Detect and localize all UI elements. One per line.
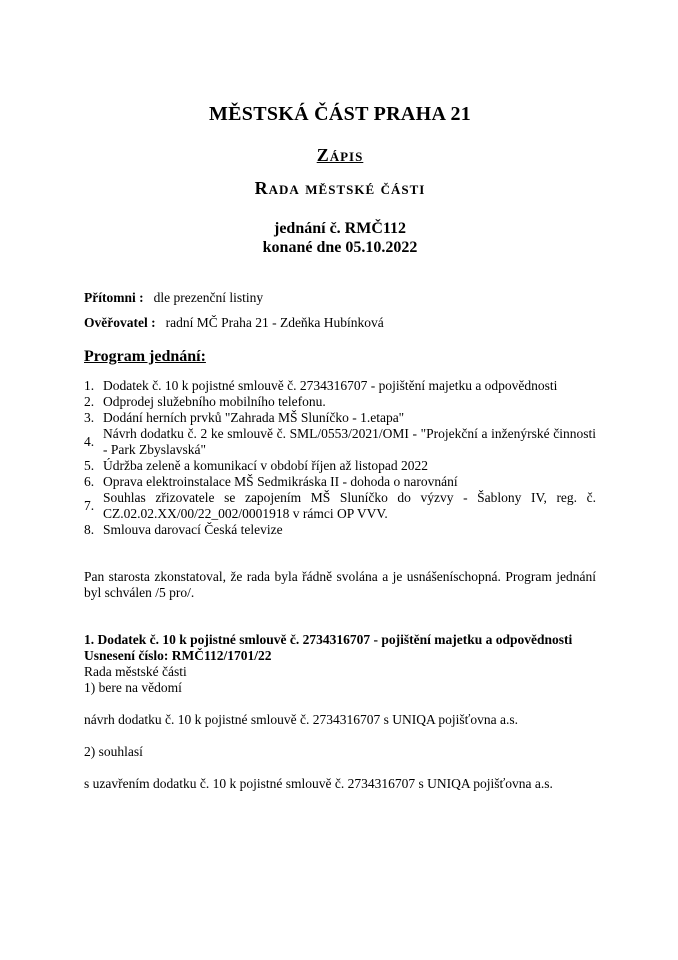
agenda-item-text: Odprodej služebního mobilního telefonu.	[103, 394, 326, 409]
session-info	[84, 219, 596, 257]
agenda-heading: Program jednání:	[84, 348, 206, 365]
agenda-item-number: 7.	[84, 498, 95, 513]
agenda-item	[84, 410, 596, 426]
agenda-item-text: Souhlas zřizovatele se zapojením MŠ Sluníčko do výzvy - Šablony IV, reg. č. CZ.02.02.XX/00/22_002/0001918 v rámci OP VVV.	[103, 490, 596, 521]
agenda-item-text: Návrh dodatku č. 2 ke smlouvě č. SML/0553/2021/OMI - "Projekční a inženýrské činnosti - Park Zbyslavská"	[103, 426, 596, 457]
agenda-item-number: 2.	[84, 394, 95, 409]
agenda-item-text: Smlouva darovací Česká televize	[103, 522, 283, 537]
agenda-item-number: 3.	[84, 410, 95, 425]
verifier-row	[84, 315, 596, 331]
resolution-point2-text: s uzavřením dodatku č. 10 k pojistné smlouvě č. 2734316707 s UNIQA pojišťovna a.s.	[84, 776, 553, 791]
resolution-title: 1. Dodatek č. 10 k pojistné smlouvě č. 2734316707 - pojištění majetku a odpovědnosti	[84, 632, 573, 647]
attendees-row	[84, 290, 596, 306]
agenda-item	[84, 490, 596, 522]
agenda-item-number: 5.	[84, 458, 95, 473]
resolution-point1-text: návrh dodatku č. 10 k pojistné smlouvě č. 2734316707 s UNIQA pojišťovna a.s.	[84, 712, 518, 727]
resolution-section	[84, 632, 596, 792]
document-subtitle	[84, 145, 596, 166]
resolution-point2-label: 2) souhlasí	[84, 744, 143, 759]
agenda-item-number: 8.	[84, 522, 95, 537]
attendees-value: dle prezenční listiny	[153, 290, 264, 305]
document-subtitle-text: Zápis	[316, 145, 364, 165]
resolution-number: Usnesení číslo: RMČ112/1701/22	[84, 648, 272, 663]
document-title: MĚSTSKÁ ČÁST PRAHA 21	[208, 103, 472, 125]
org-heading: Rada městské části	[254, 178, 426, 198]
agenda-list	[84, 378, 596, 538]
agenda-item	[84, 522, 596, 538]
attendees-label: Přítomni :	[84, 290, 144, 305]
agenda-item	[84, 426, 596, 458]
agenda-item	[84, 474, 596, 490]
agenda-item-text: Dodatek č. 10 k pojistné smlouvě č. 2734316707 - pojištění majetku a odpovědnosti	[103, 378, 558, 393]
agenda-item	[84, 394, 596, 410]
resolution-point1-label: 1) bere na vědomí	[84, 680, 182, 695]
session-date: konané dne 05.10.2022	[262, 239, 418, 256]
resolution-body-lead: Rada městské části	[84, 664, 187, 679]
agenda-item-text: Oprava elektroinstalace MŠ Sedmikráska II - dohoda o narovnání	[103, 474, 458, 489]
agenda-item-number: 6.	[84, 474, 95, 489]
agenda-item	[84, 378, 596, 394]
agenda-item-text: Údržba zeleně a komunikací v období říjen až listopad 2022	[103, 458, 429, 473]
meta-block	[84, 290, 596, 331]
verifier-value: radní MČ Praha 21 - Zdeňka Hubínková	[165, 315, 384, 330]
agenda-item-number: 1.	[84, 378, 95, 393]
agenda-item-text: Dodání herních prvků "Zahrada MŠ Sluníčko - 1.etapa"	[103, 410, 405, 425]
quorum-paragraph: Pan starosta zkonstatoval, že rada byla řádně svolána a je usnášeníschopná. Program jednání byl schválen /5 pro/.	[84, 569, 596, 600]
agenda-item-number: 4.	[84, 434, 95, 449]
verifier-label: Ověřovatel :	[84, 315, 156, 330]
session-number: jednání č. RMČ112	[274, 220, 406, 237]
agenda-item	[84, 458, 596, 474]
